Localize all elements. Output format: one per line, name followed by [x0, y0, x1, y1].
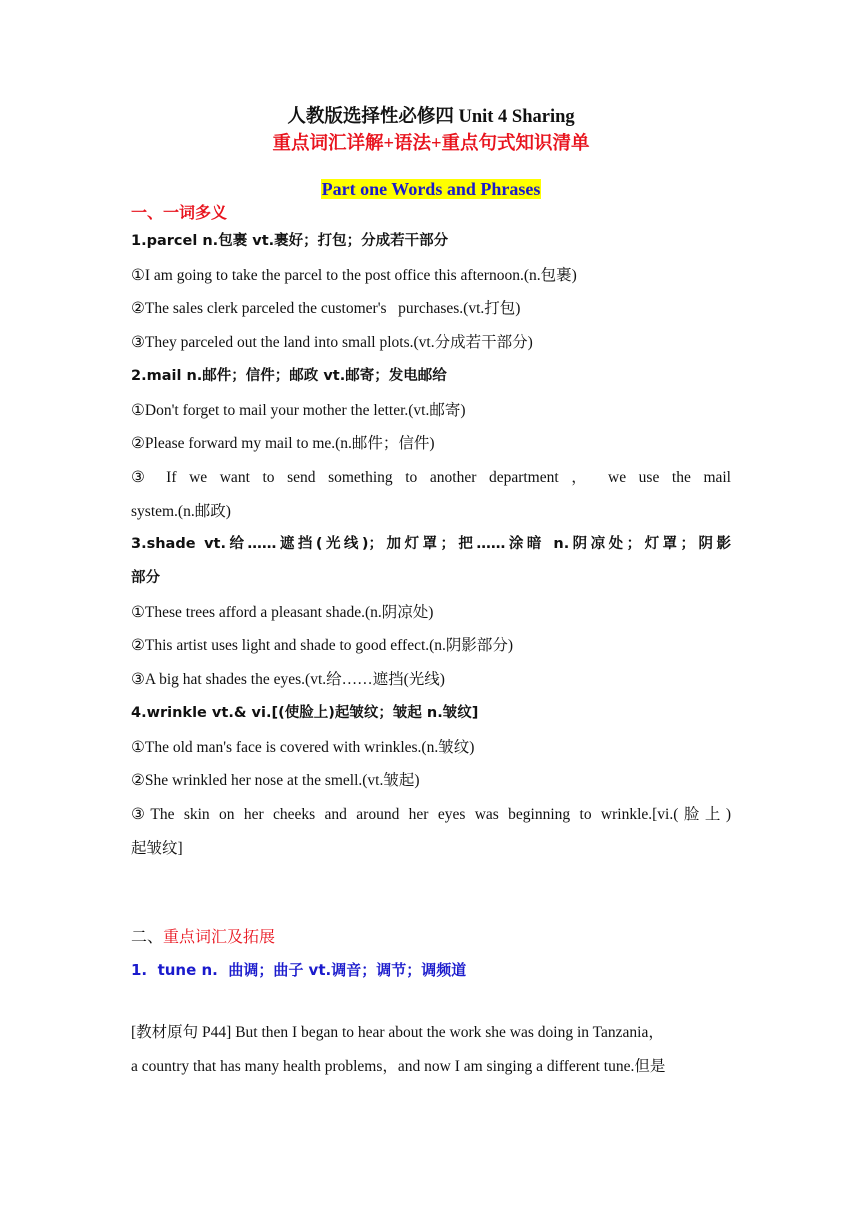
example-sentence: ①I am going to take the parcel to the post office this afternoon.(n.包裹)	[131, 266, 577, 284]
paragraph-line: [教材原句 P44] But then I began to hear about the work she was doing in Tanzania，	[131, 1024, 664, 1042]
example-sentence: ②This artist uses light and shade to good effect.(n.阴影部分)	[131, 637, 514, 655]
entry-head: 1.parcel n.包裹 vt.裹好；打包；分成若干部分	[131, 233, 449, 249]
example-sentence-continued: 起皱纹]	[131, 839, 183, 857]
entry-head-continued: 部分	[131, 570, 160, 587]
section-number: 二、	[131, 927, 164, 947]
example-sentence: ③ If we want to send something to another department ， we use the mail	[131, 468, 731, 486]
example-sentence: ③The skin on her cheeks and around her eyes was beginning to wrinkle.[vi.(脸上)	[131, 805, 731, 823]
example-sentence-continued: system.(n.邮政)	[131, 502, 231, 520]
part-heading	[131, 177, 731, 203]
example-sentence: ①These trees afford a pleasant shade.(n.阴凉处)	[131, 603, 434, 621]
entry-head: 1. tune n. 曲调；曲子 vt.调音；调节；调频道	[131, 961, 467, 980]
part-heading-text: Part one Words and Phrases	[321, 179, 541, 199]
paragraph-line: a country that has many health problems，and now I am singing a different tune.但是	[131, 1057, 666, 1075]
section-heading-key-vocabulary	[131, 920, 731, 953]
spacer	[131, 865, 731, 920]
section-label: 一、一词多义	[131, 205, 228, 222]
textbook-quote-paragraph	[131, 1016, 731, 1083]
example-sentence: ①Don't forget to mail your mother the letter.(vt.邮寄)	[131, 401, 466, 419]
entry-head: 2.mail n.邮件；信件；邮政 vt.邮寄；发电邮给	[131, 367, 447, 384]
document-body	[131, 104, 731, 1083]
entry-head: 3.shade vt.给……遮挡(光线)；加灯罩；把……涂暗 n.阴凉处；灯罩；阴影	[131, 536, 731, 553]
document-subtitle: 重点词汇详解+语法+重点句式知识清单	[272, 134, 590, 154]
example-sentence: ①The old man's face is covered with wrinkles.(n.皱纹)	[131, 738, 475, 756]
section-heading-polysemy	[131, 203, 731, 225]
example-sentence: ②She wrinkled her nose at the smell.(vt.皱起)	[131, 772, 420, 790]
section-label: 重点词汇及拓展	[163, 927, 276, 947]
example-sentence: ②The sales clerk parceled the customer's purchases.(vt.打包)	[131, 300, 521, 318]
entry-head: 4.wrinkle vt.& vi.[(使脸上)起皱纹；皱起 n.皱纹]	[131, 704, 479, 721]
example-sentence: ③They parceled out the land into small plots.(vt.分成若干部分)	[131, 334, 533, 352]
example-sentence: ②Please forward my mail to me.(n.邮件；信件)	[131, 435, 435, 453]
example-sentence: ③A big hat shades the eyes.(vt.给……遮挡(光线)	[131, 671, 445, 689]
document-title: 人教版选择性必修四 Unit 4 Sharing	[287, 107, 575, 127]
